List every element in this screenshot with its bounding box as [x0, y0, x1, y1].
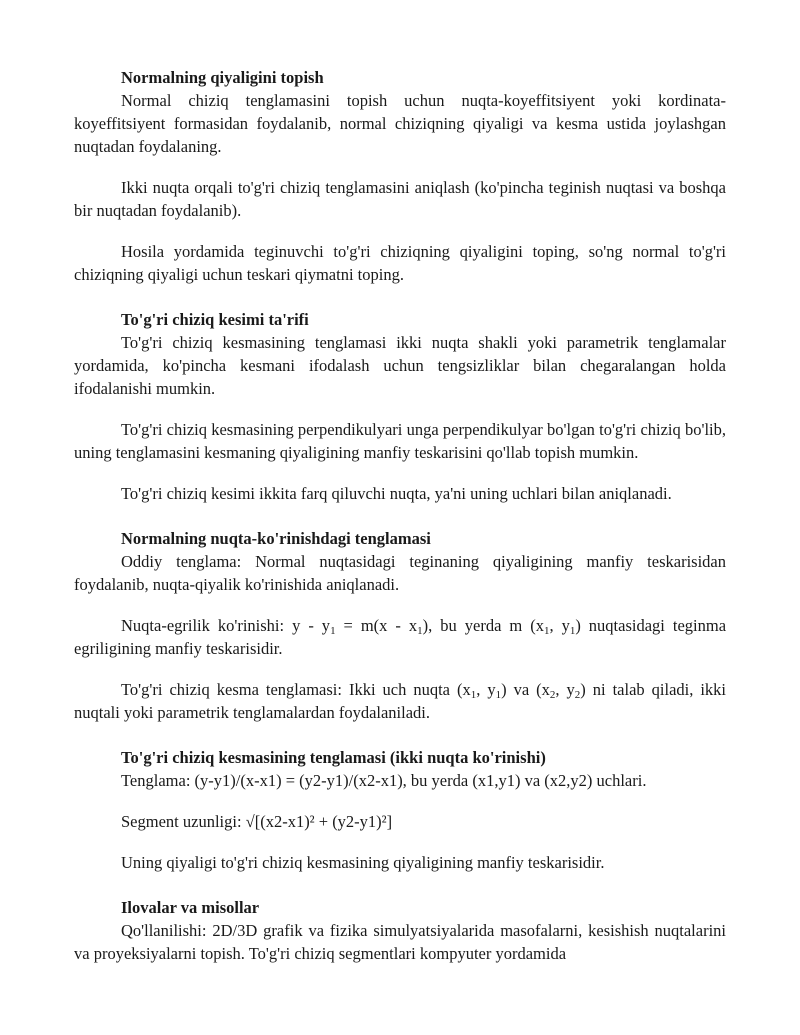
paragraph-segment-equation: To'g'ri chiziq kesma tenglamasi: Ikki uch nuqta ($x_1$, $y_1$) va ($x_2$, $y_2$) ni talab qiladi, ikki nuqtali yoki parametrik tenglamalardan foydalaniladi.	[74, 680, 727, 722]
paragraph: Qo'llanilishi: 2D/3D grafik va fizika simulyatsiyalarida masofalarni, kesishish nuqtalarini va proyeksiyalarni topish. To'g'ri chiziq segmentlari kompyuter yordamida	[74, 921, 726, 963]
section-heading: Normalning qiyaligini topish	[121, 68, 324, 87]
section-heading: Normalning nuqta-ko'rinishdagi tenglamasi	[121, 529, 431, 548]
paragraph: Segment uzunligi: √[(x2-x1)² + (y2-y1)²]	[121, 812, 393, 831]
paragraph: To'g'ri chiziq kesmasining tenglamasi ikki nuqta shakli yoki parametrik tenglamalar yordamida, ko'pincha kesmani ifodalash uchun tengsizliklar bilan chegaralangan holda ifodalanishi mumkin.	[74, 333, 726, 398]
document-page	[74, 66, 726, 965]
section-heading: To'g'ri chiziq kesmasining tenglamasi (ikki nuqta ko'rinishi)	[121, 748, 546, 767]
paragraph: Ikki nuqta orqali to'g'ri chiziq tenglamasini aniqlash (ko'pincha teginish nuqtasi va boshqa bir nuqtadan foydalanib).	[74, 178, 726, 220]
paragraph: Normal chiziq tenglamasini topish uchun nuqta-koyeffitsiyent yoki kordinata-koyeffitsiyent formasidan foydalanib, normal chiziqning qiyaligi va kesma ustida joylashgan nuqtadan foydalaning.	[74, 91, 726, 156]
section-heading: Ilovalar va misollar	[121, 898, 260, 917]
paragraph: To'g'ri chiziq kesimi ikkita farq qiluvchi nuqta, ya'ni uning uchlari bilan aniqlanadi.	[121, 484, 672, 503]
section-heading: To'g'ri chiziq kesimi ta'rifi	[121, 310, 309, 329]
paragraph-point-slope: Nuqta-egrilik ko'rinishi: $y - y_1 = m(x - x_1)$, bu yerda m ($x_1$, $y_1$) nuqtasidagi teginma egriligining manfiy teskarisidir.	[74, 616, 727, 658]
paragraph: Hosila yordamida teginuvchi to'g'ri chiziqning qiyaligini toping, so'ng normal to'g'ri chiziqning qiyaligi uchun teskari qiymatni toping.	[74, 242, 726, 284]
paragraph: Uning qiyaligi to'g'ri chiziq kesmasining qiyaligining manfiy teskarisidir.	[121, 853, 605, 872]
paragraph: Tenglama: (y-y1)/(x-x1) = (y2-y1)/(x2-x1), bu yerda (x1,y1) va (x2,y2) uchlari.	[121, 771, 647, 790]
paragraph: Oddiy tenglama: Normal nuqtasidagi teginaning qiyaligining manfiy teskarisidan foydalanib, nuqta-qiyalik ko'rinishida aniqlanadi.	[74, 552, 726, 594]
paragraph: To'g'ri chiziq kesmasining perpendikulyari unga perpendikulyar bo'lgan to'g'ri chiziq bo'lib, uning tenglamasini kesmaning qiyaligining manfiy teskarisini qo'llab topish mumkin.	[74, 420, 726, 462]
